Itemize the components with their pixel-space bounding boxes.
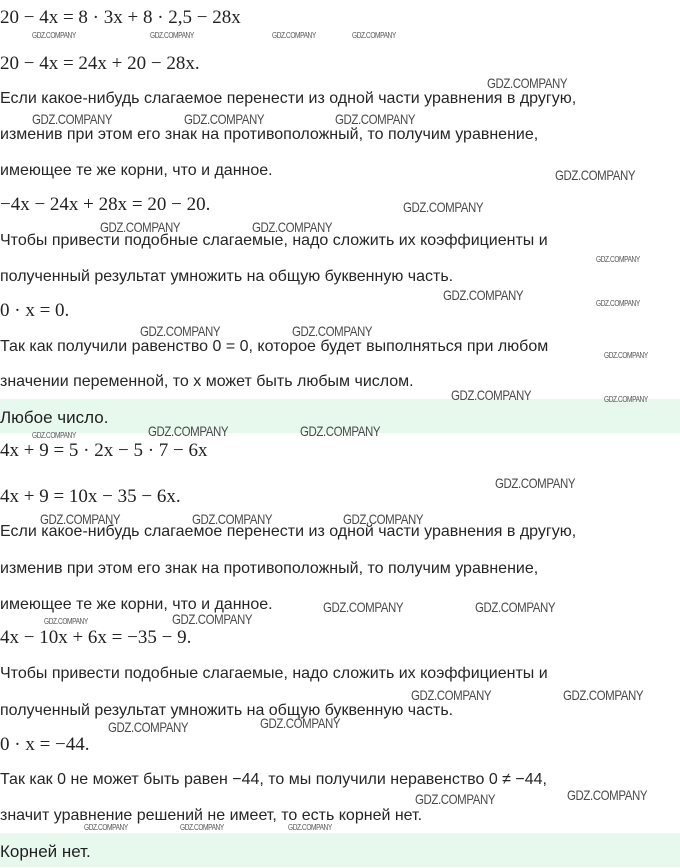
watermark: GDZ.COMPANY bbox=[40, 511, 121, 527]
rule-text: имеющее те же корни, что и данное. bbox=[0, 596, 273, 613]
answer-text: Корней нет. bbox=[0, 842, 91, 861]
watermark: GDZ.COMPANY bbox=[32, 31, 76, 40]
watermark: GDZ.COMPANY bbox=[487, 75, 568, 91]
equation-line: 4x − 10x + 6x = −35 − 9. bbox=[0, 627, 192, 648]
watermark: GDZ.COMPANY bbox=[495, 475, 576, 491]
watermark: GDZ.COMPANY bbox=[411, 687, 492, 703]
watermark: GDZ.COMPANY bbox=[292, 323, 373, 339]
watermark: GDZ.COMPANY bbox=[352, 31, 396, 40]
rule-text: полученный результат умножить на общую буквенную часть. bbox=[0, 702, 454, 719]
watermark: GDZ.COMPANY bbox=[140, 323, 221, 339]
watermark: GDZ.COMPANY bbox=[288, 823, 332, 832]
watermark: GDZ.COMPANY bbox=[84, 823, 128, 832]
equation-line: 4x + 9 = 10x − 35 − 6x. bbox=[0, 486, 181, 507]
watermark: GDZ.COMPANY bbox=[148, 423, 229, 439]
watermark: GDZ.COMPANY bbox=[604, 351, 648, 360]
watermark: GDZ.COMPANY bbox=[184, 111, 265, 127]
watermark: GDZ.COMPANY bbox=[475, 599, 556, 615]
answer-text: Любое число. bbox=[0, 408, 109, 427]
conclusion-text: значении переменной, то x может быть любым числом. bbox=[0, 373, 414, 390]
watermark: GDZ.COMPANY bbox=[335, 111, 416, 127]
rule-text: Чтобы привести подобные слагаемые, надо сложить их коэффициенты и bbox=[0, 232, 548, 249]
equation-line: 4x + 9 = 5 · 2x − 5 · 7 − 6x bbox=[0, 440, 208, 461]
watermark: GDZ.COMPANY bbox=[272, 31, 316, 40]
watermark: GDZ.COMPANY bbox=[563, 687, 644, 703]
watermark: GDZ.COMPANY bbox=[172, 611, 253, 627]
watermark: GDZ.COMPANY bbox=[192, 511, 273, 527]
watermark: GDZ.COMPANY bbox=[596, 255, 640, 264]
rule-text: изменив при этом его знак на противоположный, то получим уравнение, bbox=[0, 126, 539, 143]
watermark: GDZ.COMPANY bbox=[32, 431, 76, 440]
equation-line: 20 − 4x = 8 · 3x + 8 · 2,5 − 28x bbox=[0, 7, 241, 28]
answer-band bbox=[0, 833, 680, 867]
rule-text: полученный результат умножить на общую буквенную часть. bbox=[0, 268, 454, 285]
conclusion-text: значит уравнение решений не имеет, то есть корней нет. bbox=[0, 807, 423, 824]
watermark: GDZ.COMPANY bbox=[596, 299, 640, 308]
watermark: GDZ.COMPANY bbox=[567, 787, 648, 803]
conclusion-text: Так как 0 не может быть равен −44, то мы получили неравенство 0 ≠ −44, bbox=[0, 771, 547, 788]
watermark: GDZ.COMPANY bbox=[443, 287, 524, 303]
watermark: GDZ.COMPANY bbox=[415, 791, 496, 807]
equation-line: −4x − 24x + 28x = 20 − 20. bbox=[0, 194, 211, 215]
watermark: GDZ.COMPANY bbox=[260, 715, 341, 731]
watermark: GDZ.COMPANY bbox=[150, 31, 194, 40]
watermark: GDZ.COMPANY bbox=[343, 511, 424, 527]
watermark: GDZ.COMPANY bbox=[32, 111, 113, 127]
watermark: GDZ.COMPANY bbox=[100, 219, 181, 235]
watermark: GDZ.COMPANY bbox=[252, 219, 333, 235]
rule-text: имеющее те же корни, что и данное. bbox=[0, 162, 273, 179]
rule-text: изменив при этом его знак на противоположный, то получим уравнение, bbox=[0, 560, 539, 577]
watermark: GDZ.COMPANY bbox=[403, 199, 484, 215]
watermark: GDZ.COMPANY bbox=[180, 823, 224, 832]
watermark: GDZ.COMPANY bbox=[451, 387, 532, 403]
watermark: GDZ.COMPANY bbox=[108, 719, 189, 735]
equation-line: 20 − 4x = 24x + 20 − 28x. bbox=[0, 53, 200, 74]
rule-text: Чтобы привести подобные слагаемые, надо сложить их коэффициенты и bbox=[0, 665, 548, 682]
equation-line: 0 · x = −44. bbox=[0, 734, 90, 755]
conclusion-text: Так как получили равенство 0 = 0, которое будет выполняться при любом bbox=[0, 338, 549, 355]
rule-text: Если какое-нибудь слагаемое перенести из одной части уравнения в другую, bbox=[0, 523, 577, 540]
watermark: GDZ.COMPANY bbox=[555, 167, 636, 183]
watermark: GDZ.COMPANY bbox=[44, 617, 88, 626]
watermark: GDZ.COMPANY bbox=[300, 423, 381, 439]
watermark: GDZ.COMPANY bbox=[323, 599, 404, 615]
rule-text: Если какое-нибудь слагаемое перенести из одной части уравнения в другую, bbox=[0, 90, 577, 107]
equation-line: 0 · x = 0. bbox=[0, 300, 70, 321]
watermark: GDZ.COMPANY bbox=[604, 395, 648, 404]
